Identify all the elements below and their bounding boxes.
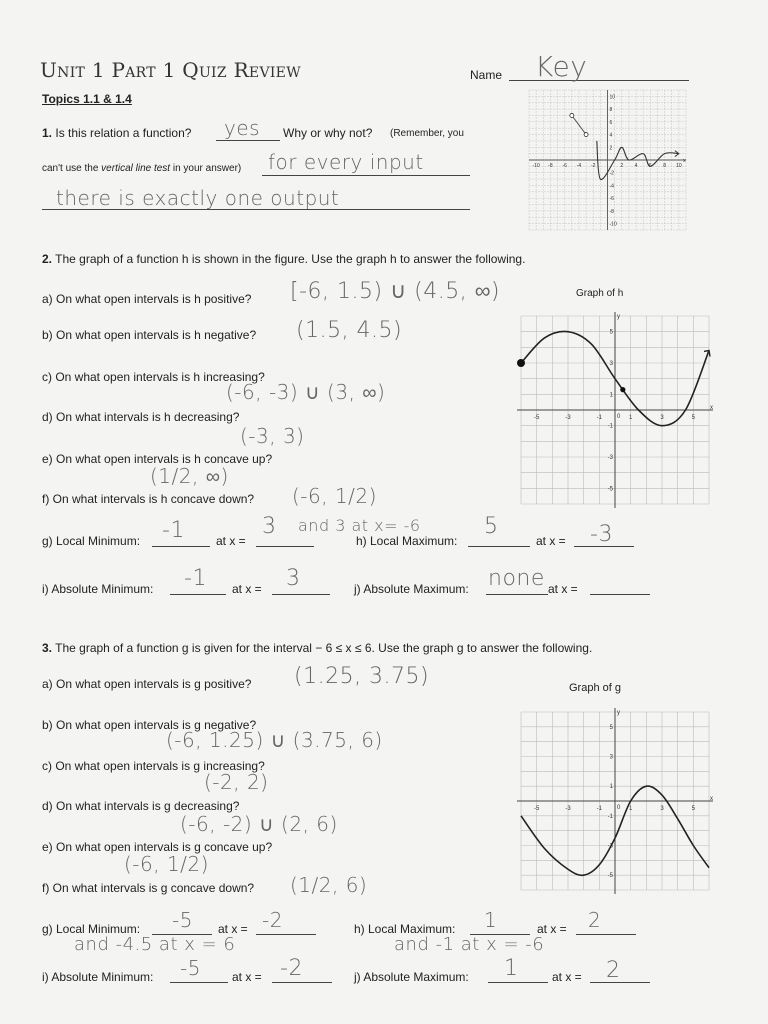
q1-reason-2: there is exactly one output: [56, 186, 340, 210]
q2-g-blank: [152, 546, 210, 547]
q2-i-label: i) Absolute Minimum:: [42, 582, 154, 596]
q2-h-blank: [468, 546, 530, 547]
q3-g-x-blank: [256, 934, 316, 935]
q1-reason-line-1: [262, 175, 470, 176]
q2-h-label: h) Local Maximum:: [356, 534, 458, 548]
y-tick-label: -3: [607, 843, 613, 850]
q3-c-label: c) On what open intervals is g increasing?: [42, 759, 265, 773]
q3-e-answer: (-6, 1/2): [124, 852, 209, 876]
y-tick-label: -5: [607, 486, 613, 493]
q2-intro: [42, 252, 525, 266]
q3-intro-text: The graph of a function g is given for the interval − 6 ≤ x ≤ 6. Use the graph g to answer the following.: [55, 641, 593, 655]
y-tick-label: 10: [609, 94, 616, 101]
x-axis-label: x: [710, 405, 713, 411]
q3-i-at: at x =: [232, 970, 262, 984]
q2-g-x-blank: [256, 546, 314, 547]
x-tick-label: -10: [532, 163, 540, 169]
q3-f-answer: (1/2, 6): [290, 873, 368, 897]
q2-i-blank: [170, 594, 226, 595]
y-tick-label: -4: [609, 183, 614, 190]
x-tick-label: -1: [596, 415, 603, 421]
q2-intro-text: The graph of a function h is shown in the figure. Use the graph h to answer the following.: [55, 252, 526, 266]
graph-h-title: Graph of h: [576, 288, 624, 299]
q3-d-answer: (-6, -2) ∪ (2, 6): [180, 812, 338, 836]
q3-g-value: -5: [172, 908, 193, 932]
graph-h: [515, 310, 715, 510]
x-tick-label: 2: [620, 163, 624, 169]
y-tick-label: 3: [609, 361, 613, 367]
y-tick-label: 5: [609, 724, 613, 731]
x-tick-label: 8: [663, 163, 666, 169]
q2-b-label: b) On what open intervals is h negative?: [42, 328, 257, 342]
y-tick-label: -2: [609, 170, 614, 177]
q1-note-pre: can't use the: [42, 163, 102, 174]
q3-i-value: -5: [180, 956, 201, 980]
q2-h-at: at x =: [536, 534, 566, 548]
q1-remember-note: (Remember, you: [390, 128, 464, 139]
q3-h-at: at x =: [537, 922, 567, 936]
q3-i-x-blank: [272, 982, 332, 983]
origin-label: 0: [617, 414, 621, 420]
x-tick-label: 5: [691, 806, 696, 812]
q1-graph: [525, 86, 690, 234]
q1-why-label: Why or why not?: [283, 126, 373, 140]
inflection-point: [620, 387, 625, 392]
closed-endpoint: [517, 359, 525, 367]
q3-d-label: d) On what intervals is g decreasing?: [42, 799, 240, 813]
x-tick-label: 1: [628, 806, 633, 812]
q2-j-blank: [486, 594, 548, 595]
q3-e-label: e) On what open intervals is g concave up?: [42, 840, 273, 854]
q2-h-value: 5: [484, 514, 499, 539]
y-axis-label: y: [617, 314, 620, 320]
q3-i-label: i) Absolute Minimum:: [42, 970, 154, 984]
y-tick-label: -6: [609, 196, 614, 203]
q1-number: 1.: [42, 126, 53, 140]
segment-endpoint: [570, 113, 574, 117]
q3-j-x: 2: [606, 958, 621, 983]
x-tick-label: -3: [565, 415, 571, 421]
origin-label: 0: [617, 805, 621, 811]
y-tick-label: 3: [609, 754, 613, 761]
graph-g-title: Graph of g: [569, 682, 621, 694]
q1-graph-svg: [525, 86, 690, 234]
y-tick-label: 2: [609, 145, 613, 152]
x-tick-label: -8: [548, 163, 553, 169]
q2-h-x: -3: [590, 522, 613, 547]
x-tick-label: 10: [676, 163, 682, 169]
q2-d-label: d) On what intervals is h decreasing?: [42, 410, 240, 424]
y-tick-label: 1: [609, 392, 613, 399]
x-tick-label: -5: [533, 415, 540, 421]
q3-b-answer: (-6, 1.25) ∪ (3.75, 6): [166, 728, 383, 752]
q3-b-label: b) On what open intervals is g negative?: [42, 718, 257, 732]
x-tick-label: -2: [591, 163, 596, 169]
q2-g-label: g) Local Minimum:: [42, 534, 141, 548]
graph-g-svg: [515, 706, 715, 896]
q2-g-value: -1: [162, 518, 185, 543]
y-tick-label: -1: [607, 423, 613, 430]
q2-e-answer: (1/2, ∞): [150, 464, 229, 488]
q3-j-at: at x =: [552, 970, 582, 984]
q3-i-x: -2: [280, 956, 303, 981]
q3-a-answer: (1.25, 3.75): [294, 664, 430, 689]
graph-h-svg: [515, 310, 715, 510]
name-label: Name: [470, 68, 503, 82]
q3-g-label: g) Local Minimum:: [42, 922, 141, 936]
q2-b-answer: (1.5, 4.5): [296, 318, 403, 343]
q2-j-at: at x =: [548, 582, 578, 596]
q2-j-value: none: [488, 566, 545, 591]
q1-note-post: in your answer): [170, 163, 242, 174]
q3-c-answer: (-2, 2): [204, 770, 269, 794]
name-answer: Key: [535, 50, 588, 83]
q2-i-x-blank: [272, 594, 330, 595]
y-tick-label: 6: [609, 119, 613, 126]
q2-i-x: 3: [286, 566, 301, 591]
q2-number: 2.: [42, 252, 53, 266]
q3-h-x: 2: [588, 908, 602, 932]
q3-h-extra: and -1 at x = -6: [394, 934, 545, 955]
q2-c-answer: (-6, -3) ∪ (3, ∞): [226, 380, 386, 404]
y-tick-label: -8: [609, 208, 614, 215]
q2-g-extra: and 3 at x= -6: [298, 516, 421, 535]
q2-f-answer: (-6, 1/2): [292, 484, 377, 508]
q2-c-label: c) On what open intervals is h increasing?: [42, 370, 265, 384]
x-tick-label: -5: [533, 806, 540, 812]
q2-i-at: at x =: [232, 582, 262, 596]
q2-d-answer: (-3, 3): [240, 424, 305, 448]
y-tick-label: -5: [607, 873, 613, 880]
q3-intro: [42, 641, 592, 655]
x-tick-label: 5: [691, 415, 696, 421]
q2-a-label: a) On what open intervals is h positive?: [42, 292, 252, 306]
q3-f-label: f) On what intervals is g concave down?: [42, 881, 255, 895]
x-tick-label: 4: [634, 163, 638, 169]
q2-g-x: 3: [262, 514, 277, 539]
q2-j-x-blank: [590, 594, 650, 595]
y-tick-label: -10: [609, 221, 617, 228]
y-tick-label: -3: [607, 455, 613, 461]
q2-j-label: j) Absolute Maximum:: [354, 582, 469, 596]
q3-g-extra: and -4.5 at x = 6: [74, 934, 236, 955]
y-tick-label: -1: [607, 813, 613, 820]
q1-remember-note-cont: [42, 163, 241, 174]
q1-reason-1: for every input: [268, 150, 424, 174]
q3-a-label: a) On what open intervals is g positive?: [42, 677, 252, 691]
q2-e-label: e) On what open intervals is h concave up?: [42, 452, 273, 466]
q3-number: 3.: [42, 641, 53, 655]
q2-g-at: at x =: [216, 534, 246, 548]
q3-j-label: j) Absolute Maximum:: [354, 970, 469, 984]
x-tick-label: -4: [576, 163, 582, 169]
segment-endpoint: [584, 133, 588, 137]
q3-j-blank: [488, 982, 548, 983]
x-tick-label: -3: [565, 806, 571, 812]
q3-g-x: -2: [262, 908, 283, 932]
q3-h-label: h) Local Maximum:: [354, 922, 456, 936]
y-tick-label: 1: [609, 784, 613, 791]
y-tick-label: 5: [609, 329, 613, 336]
q3-h-value: 1: [484, 908, 498, 932]
y-tick-label: 8: [609, 107, 613, 114]
q2-i-value: -1: [184, 566, 207, 591]
q3-g-at: at x =: [218, 922, 248, 936]
y-tick-label: 4: [609, 132, 613, 139]
graph-g: [515, 706, 715, 896]
q3-j-value: 1: [504, 956, 519, 981]
q1-note-italic: vertical line test: [101, 163, 171, 174]
x-tick-label: -1: [596, 806, 603, 812]
x-tick-label: 6: [648, 163, 652, 169]
q1-question: [42, 126, 191, 140]
x-tick-label: -6: [562, 163, 567, 169]
q3-i-blank: [170, 982, 228, 983]
page-title: Unit 1 Part 1 Quiz Review: [40, 58, 301, 82]
x-tick-label: 3: [660, 415, 664, 421]
q1-answer-blank: [216, 140, 280, 141]
x-tick-label: 1: [628, 415, 633, 421]
x-axis-label: x: [710, 796, 713, 802]
y-axis-label: y: [617, 710, 620, 716]
x-axis-label: x: [683, 158, 686, 164]
q1-question-text: Is this relation a function?: [55, 126, 192, 140]
x-tick-label: 3: [660, 806, 664, 812]
topics-heading: Topics 1.1 & 1.4: [42, 92, 132, 106]
q2-a-answer: [-6, 1.5) ∪ (4.5, ∞): [290, 279, 500, 304]
q1-answer-yes: yes: [224, 116, 261, 140]
q3-h-x-blank: [576, 934, 636, 935]
q2-f-label: f) On what intervals is h concave down?: [42, 492, 255, 506]
